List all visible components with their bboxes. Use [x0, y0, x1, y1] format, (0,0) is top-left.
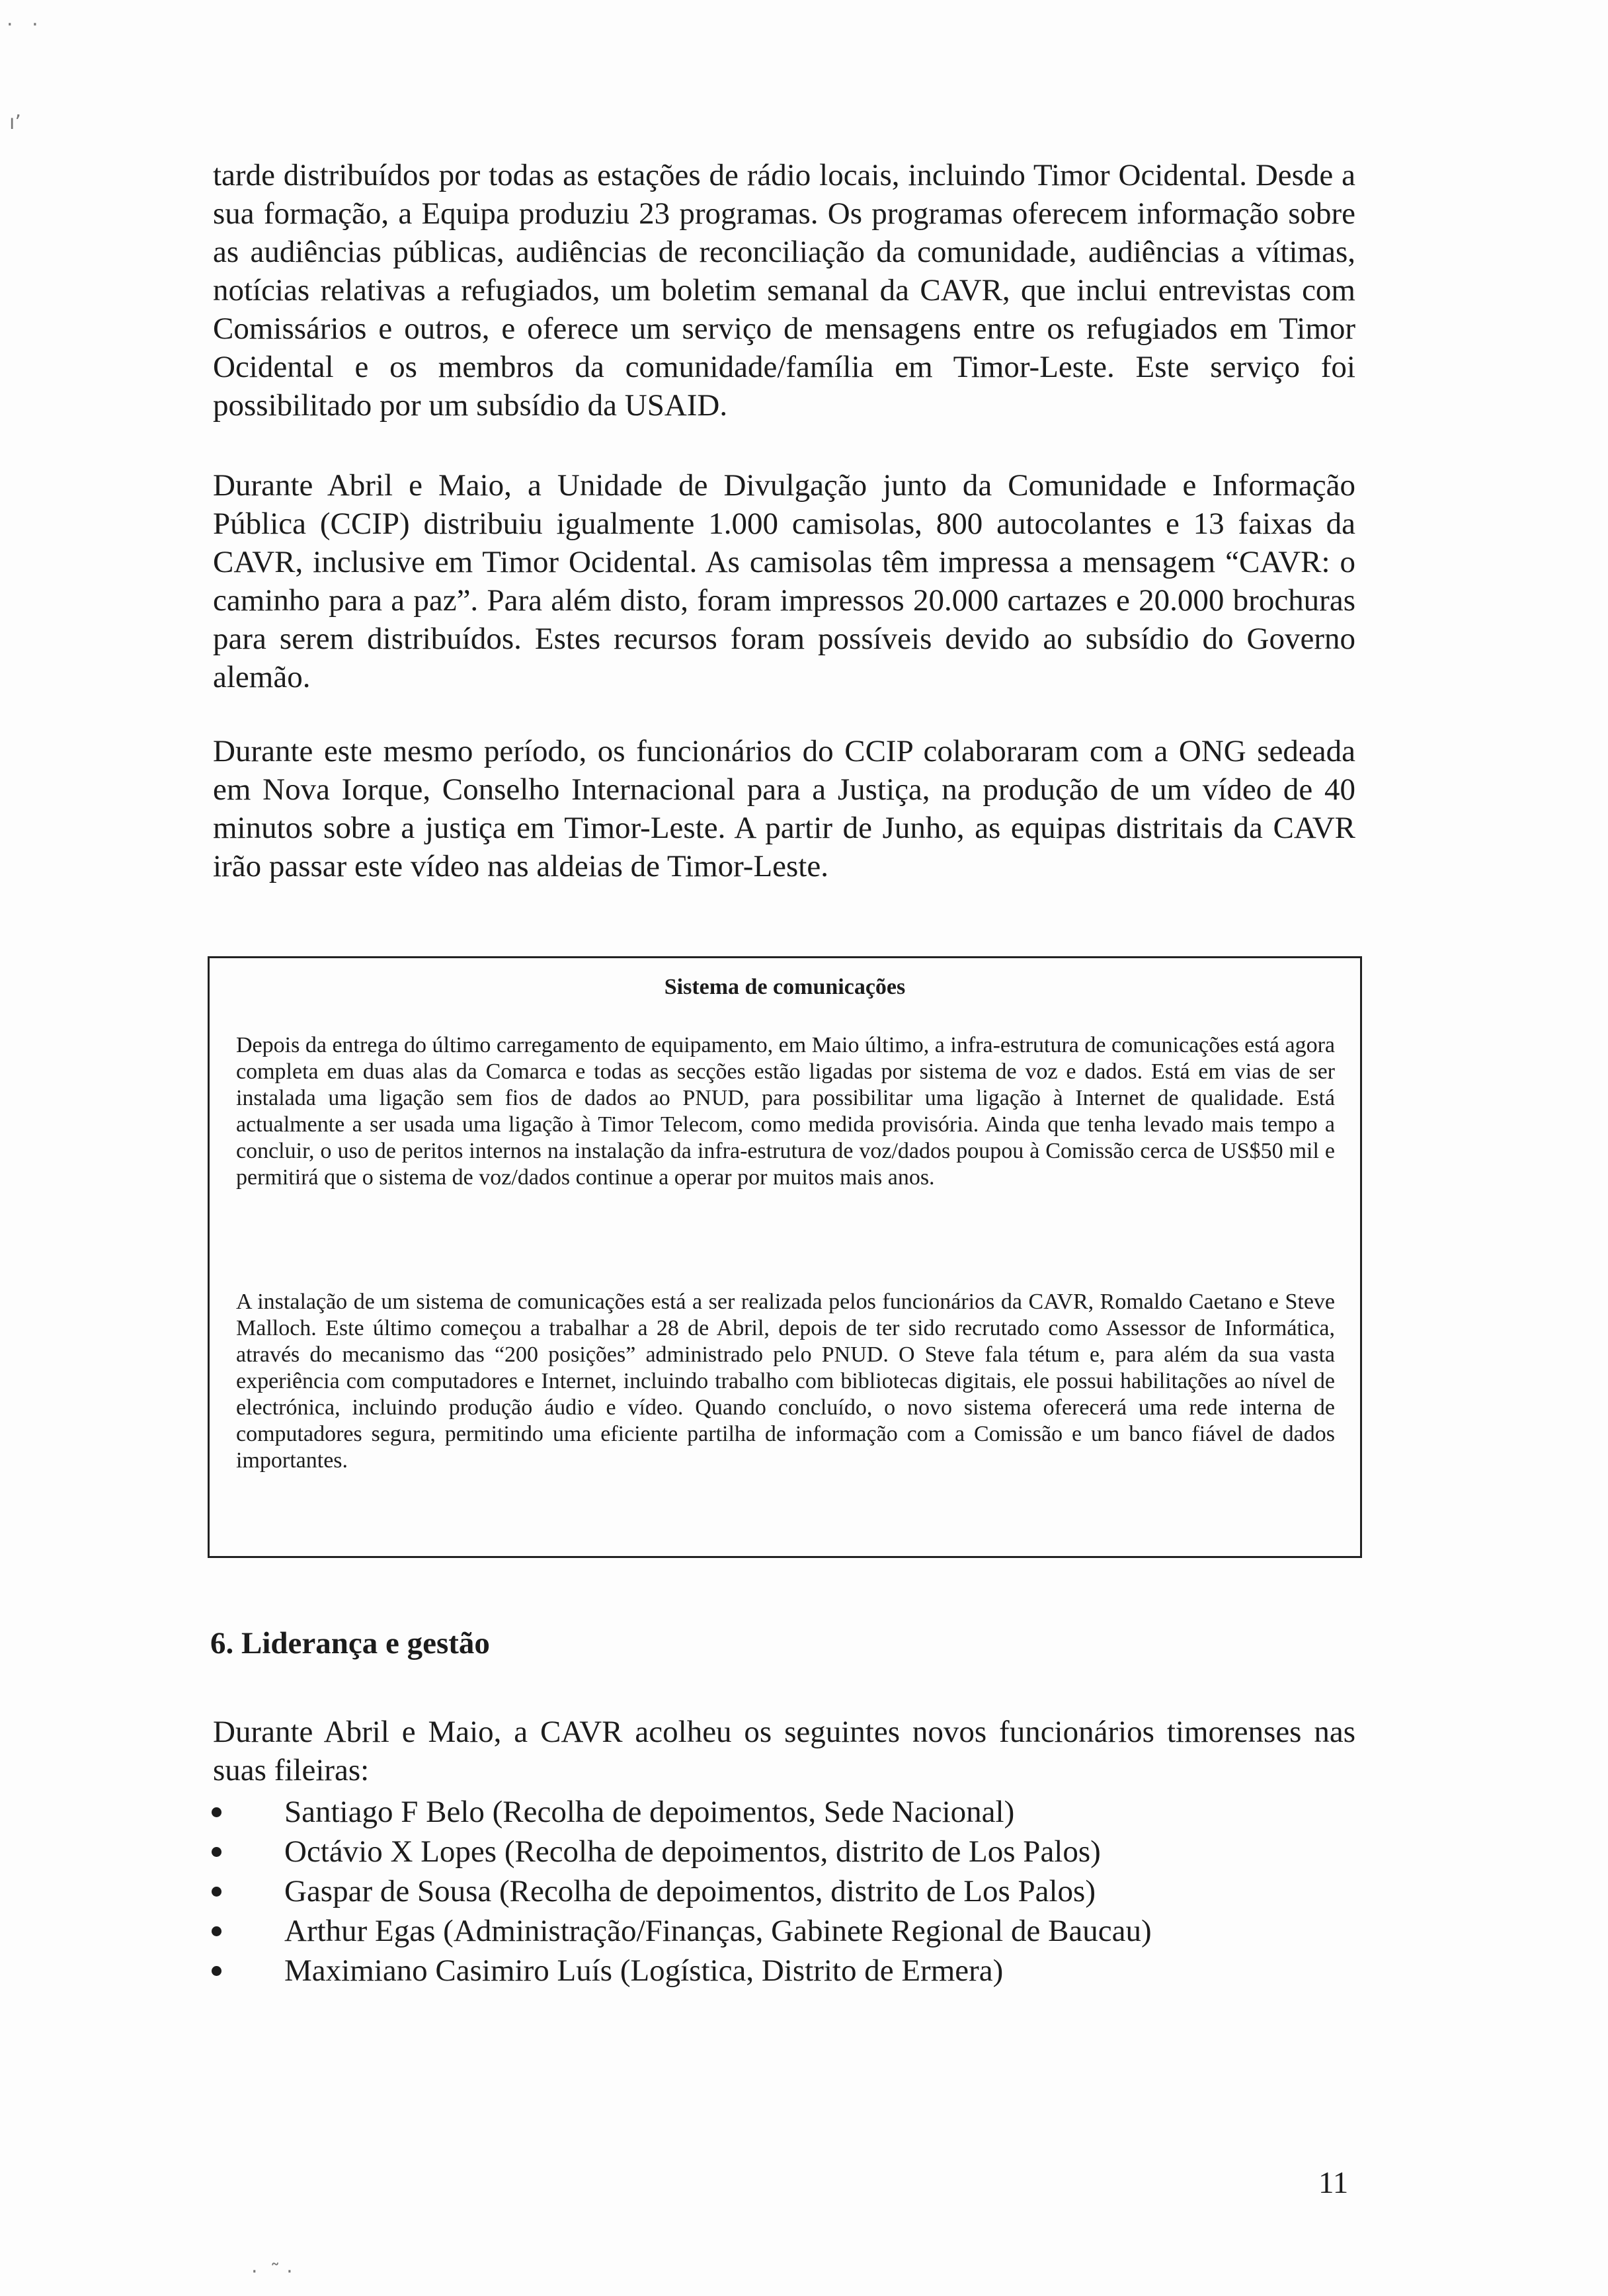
list-item: [210, 1832, 1152, 1871]
list-item: [210, 1951, 1152, 1990]
list-item: [210, 1871, 1152, 1911]
list-item-text: Gaspar de Sousa (Recolha de depoimentos, distrito de Los Palos): [284, 1874, 1096, 1908]
bullet-icon: [212, 1926, 221, 1936]
communications-box: [208, 956, 1362, 1558]
list-item-text: Santiago F Belo (Recolha de depoimentos, Sede Nacional): [284, 1795, 1015, 1829]
bullet-icon: [212, 1847, 221, 1857]
bullet-icon: [212, 1807, 221, 1817]
section-heading: 6. Liderança e gestão: [210, 1626, 490, 1660]
list-item: [210, 1911, 1152, 1951]
new-staff-list: [210, 1792, 1152, 1990]
scan-speck: · ·: [7, 13, 38, 36]
section-intro: Durante Abril e Maio, a CAVR acolheu os seguintes novos funcionários timorenses nas suas fileiras:: [213, 1715, 1355, 1787]
scan-speck: ı’: [9, 111, 21, 134]
list-item: [210, 1792, 1152, 1832]
box-title: Sistema de comunicações: [664, 975, 906, 999]
scan-speck: · ˜ ·: [251, 2260, 293, 2283]
bullet-icon: [212, 1966, 221, 1976]
list-item-text: Octávio X Lopes (Recolha de depoimentos, distrito de Los Palos): [284, 1834, 1101, 1869]
list-item-text: Maximiano Casimiro Luís (Logística, Distrito de Ermera): [284, 1953, 1004, 1988]
box-paragraph-infrastructure: Depois da entrega do último carregamento de equipamento, em Maio último, a infra-estrutura de comunicações está agora completa em duas alas da Comarca e todas as secções estão ligadas por sistema de voz e dados. Está em vias de ser instalada uma ligação sem fios de dados ao PNUD, para possibilitar uma ligação à Internet de qualidade. Está actualmente a ser usada uma ligação à Timor Telecom, como medida provisória. Ainda que tenha levado mais tempo a concluir, o uso de peritos internos na instalação da infra-estrutura de voz/dados poupou à Comissão cerca de US$50 mil e permitirá que o sistema de voz/dados continue a operar por muitos mais anos.: [236, 1033, 1335, 1190]
paragraph-ccip-distribution: Durante Abril e Maio, a Unidade de Divulgação junto da Comunidade e Informação Pública (CCIP) distribuiu igualmente 1.000 camisolas, 800 autocolantes e 13 faixas da CAVR, inclusive em Timor Ocidental. As camisolas têm impressa a mensagem “CAVR: o caminho para a paz”. Para além disto, foram impressos 20.000 cartazes e 20.000 brochuras para serem distribuídos. Estes recursos foram possíveis devido ao subsídio do Governo alemão.: [213, 468, 1355, 694]
paragraph-video-production: Durante este mesmo período, os funcionários do CCIP colaboraram com a ONG sedeada em Nova Iorque, Conselho Internacional para a Justiça, na produção de um vídeo de 40 minutos sobre a justiça em Timor-Leste. A partir de Junho, as equipas distritais da CAVR irão passar este vídeo nas aldeias de Timor-Leste.: [213, 734, 1355, 883]
box-paragraph-installation: A instalação de um sistema de comunicações está a ser realizada pelos funcionários da CAVR, Romaldo Caetano e Steve Malloch. Este último começou a trabalhar a 28 de Abril, depois de ter sido recrutado como Assessor de Informática, através do mecanismo das “200 posições” administrado pelo PNUD. O Steve fala tétum e, para além da sua vasta experiência com computadores e Internet, incluindo trabalho com bibliotecas digitais, ele possui habilitações ao nível de electrónica, incluindo produção áudio e vídeo. Quando concluído, o novo sistema oferecerá uma rede interna de computadores segura, permitindo uma eficiente partilha de informação com a Comissão e um banco fiável de dados importantes.: [236, 1290, 1335, 1473]
page-number: 11: [1318, 2166, 1349, 2200]
paragraph-radio-programs: tarde distribuídos por todas as estações de rádio locais, incluindo Timor Ocidental. Desde a sua formação, a Equipa produziu 23 programas. Os programas oferecem informação sobre as audiências públicas, audiências de reconciliação da comunidade, audiências a vítimas, notícias relativas a refugiados, um boletim semanal da CAVR, que inclui entrevistas com Comissários e outros, e oferece um serviço de mensagens entre os refugiados em Timor Ocidental e os membros da comunidade/família em Timor-Leste. Este serviço foi possibilitado por um subsídio da USAID.: [213, 158, 1355, 423]
bullet-icon: [212, 1887, 221, 1897]
list-item-text: Arthur Egas (Administração/Finanças, Gabinete Regional de Baucau): [284, 1914, 1152, 1948]
